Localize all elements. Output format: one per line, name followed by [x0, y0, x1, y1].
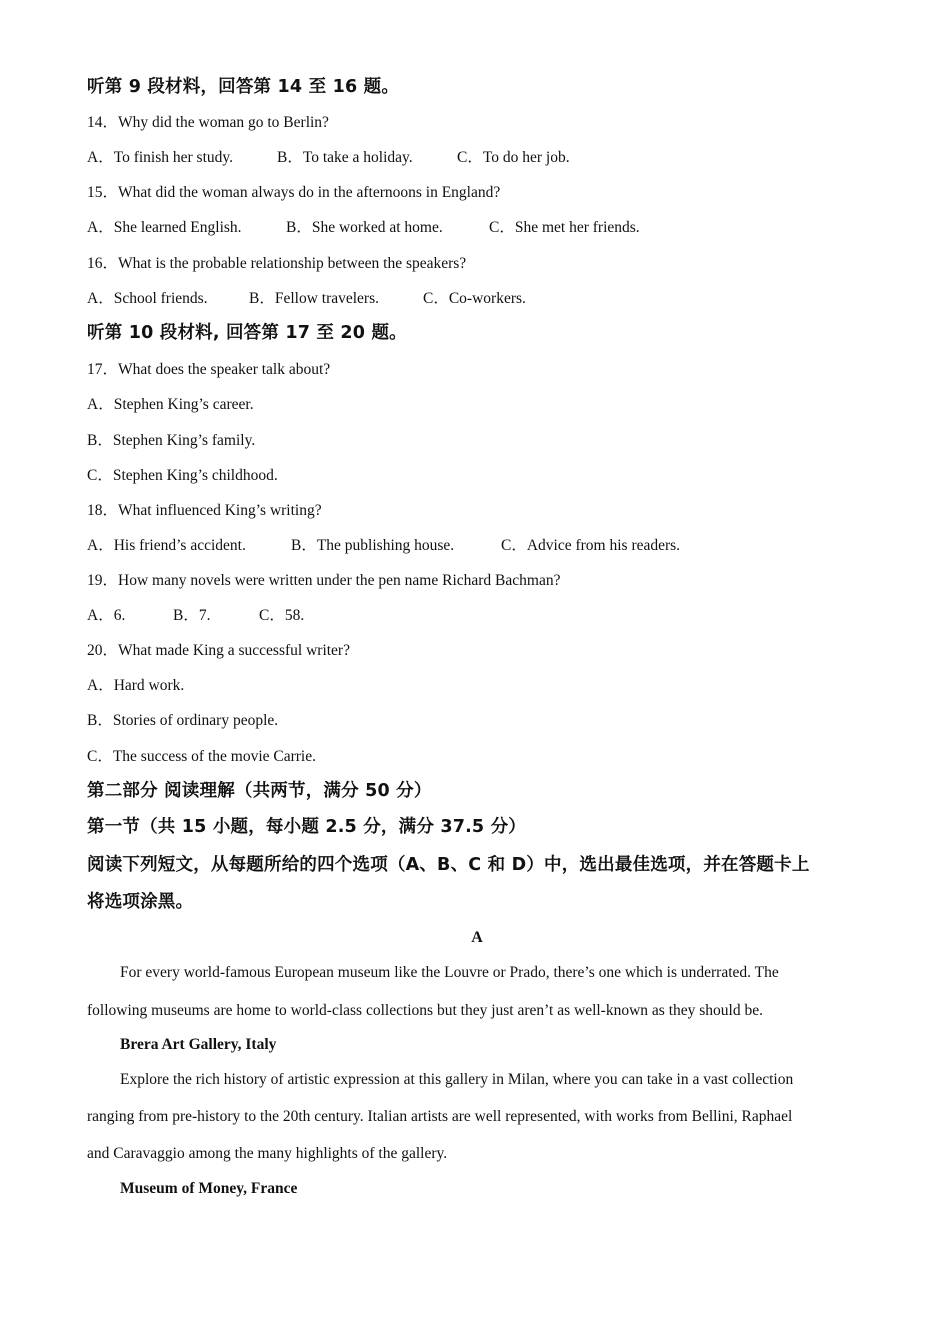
option-a: A．His friend’s accident.: [87, 537, 246, 554]
passage-label: A: [471, 929, 483, 946]
paragraph-brera-line-1: Explore the rich history of artistic expression at this gallery in Milan, where you can take in a vast collection: [120, 1071, 794, 1088]
option-c: C．Advice from his readers.: [501, 537, 681, 554]
question-18: 18．What influenced King’s writing?: [87, 502, 322, 519]
paragraph-intro-line-1: For every world-famous European museum like the Louvre or Prado, there’s one which is underrated. The: [120, 964, 779, 981]
question-20: 20．What made King a successful writer?: [87, 642, 350, 659]
option-b: B．Stories of ordinary people.: [87, 712, 279, 729]
option-c: C．To do her job.: [457, 149, 570, 166]
brera-subheading: Brera Art Gallery, Italy: [120, 1036, 277, 1053]
option-a: A．Hard work.: [87, 677, 185, 694]
paragraph-intro-line-2: following museums are home to world-class collections but they just aren’t as well-known as they should be.: [87, 1002, 763, 1019]
question-15: 15．What did the woman always do in the afternoons in England?: [87, 184, 501, 201]
section-heading-part10: 听第 10 段材料, 回答第 17 至 20 题。: [87, 323, 407, 343]
option-b: B．Stephen King’s family.: [87, 432, 256, 449]
instructions-line-1: 阅读下列短文，从每题所给的四个选项（A、B、C 和 D）中，选出最佳选项，并在答题卡上: [87, 855, 810, 875]
option-b: B．Fellow travelers.: [249, 290, 380, 307]
part-two-heading: 第二部分 阅读理解（共两节，满分 50 分）: [87, 781, 432, 801]
option-b: B．To take a holiday.: [277, 149, 413, 166]
question-19: 19．How many novels were written under the pen name Richard Bachman?: [87, 572, 561, 589]
option-b: B．She worked at home.: [286, 219, 443, 236]
option-c: C．The success of the movie Carrie.: [87, 748, 316, 765]
question-16: 16．What is the probable relationship between the speakers?: [87, 255, 467, 272]
option-c: C．58.: [259, 607, 305, 624]
option-a: A．She learned English.: [87, 219, 242, 236]
paragraph-brera-line-3: and Caravaggio among the many highlights of the gallery.: [87, 1145, 448, 1162]
question-14: 14．Why did the woman go to Berlin?: [87, 114, 329, 131]
instructions-line-2: 将选项涂黑。: [87, 892, 194, 912]
money-museum-subheading: Museum of Money, France: [120, 1180, 298, 1197]
section-heading-part9: 听第 9 段材料，回答第 14 至 16 题。: [87, 77, 400, 97]
option-b: B．7.: [173, 607, 211, 624]
question-17: 17．What does the speaker talk about?: [87, 361, 331, 378]
paragraph-brera-line-2: ranging from pre-history to the 20th century. Italian artists are well represented, with works from Bellini, Raphael: [87, 1108, 793, 1125]
section-one-heading: 第一节（共 15 小题，每小题 2.5 分，满分 37.5 分）: [87, 817, 526, 837]
option-a: A．Stephen King’s career.: [87, 396, 254, 413]
option-a: A．School friends.: [87, 290, 208, 307]
option-a: A．To finish her study.: [87, 149, 234, 166]
option-c: C．Stephen King’s childhood.: [87, 467, 278, 484]
option-c: C．She met her friends.: [489, 219, 640, 236]
option-c: C．Co-workers.: [423, 290, 526, 307]
option-a: A．6.: [87, 607, 126, 624]
option-b: B．The publishing house.: [291, 537, 455, 554]
